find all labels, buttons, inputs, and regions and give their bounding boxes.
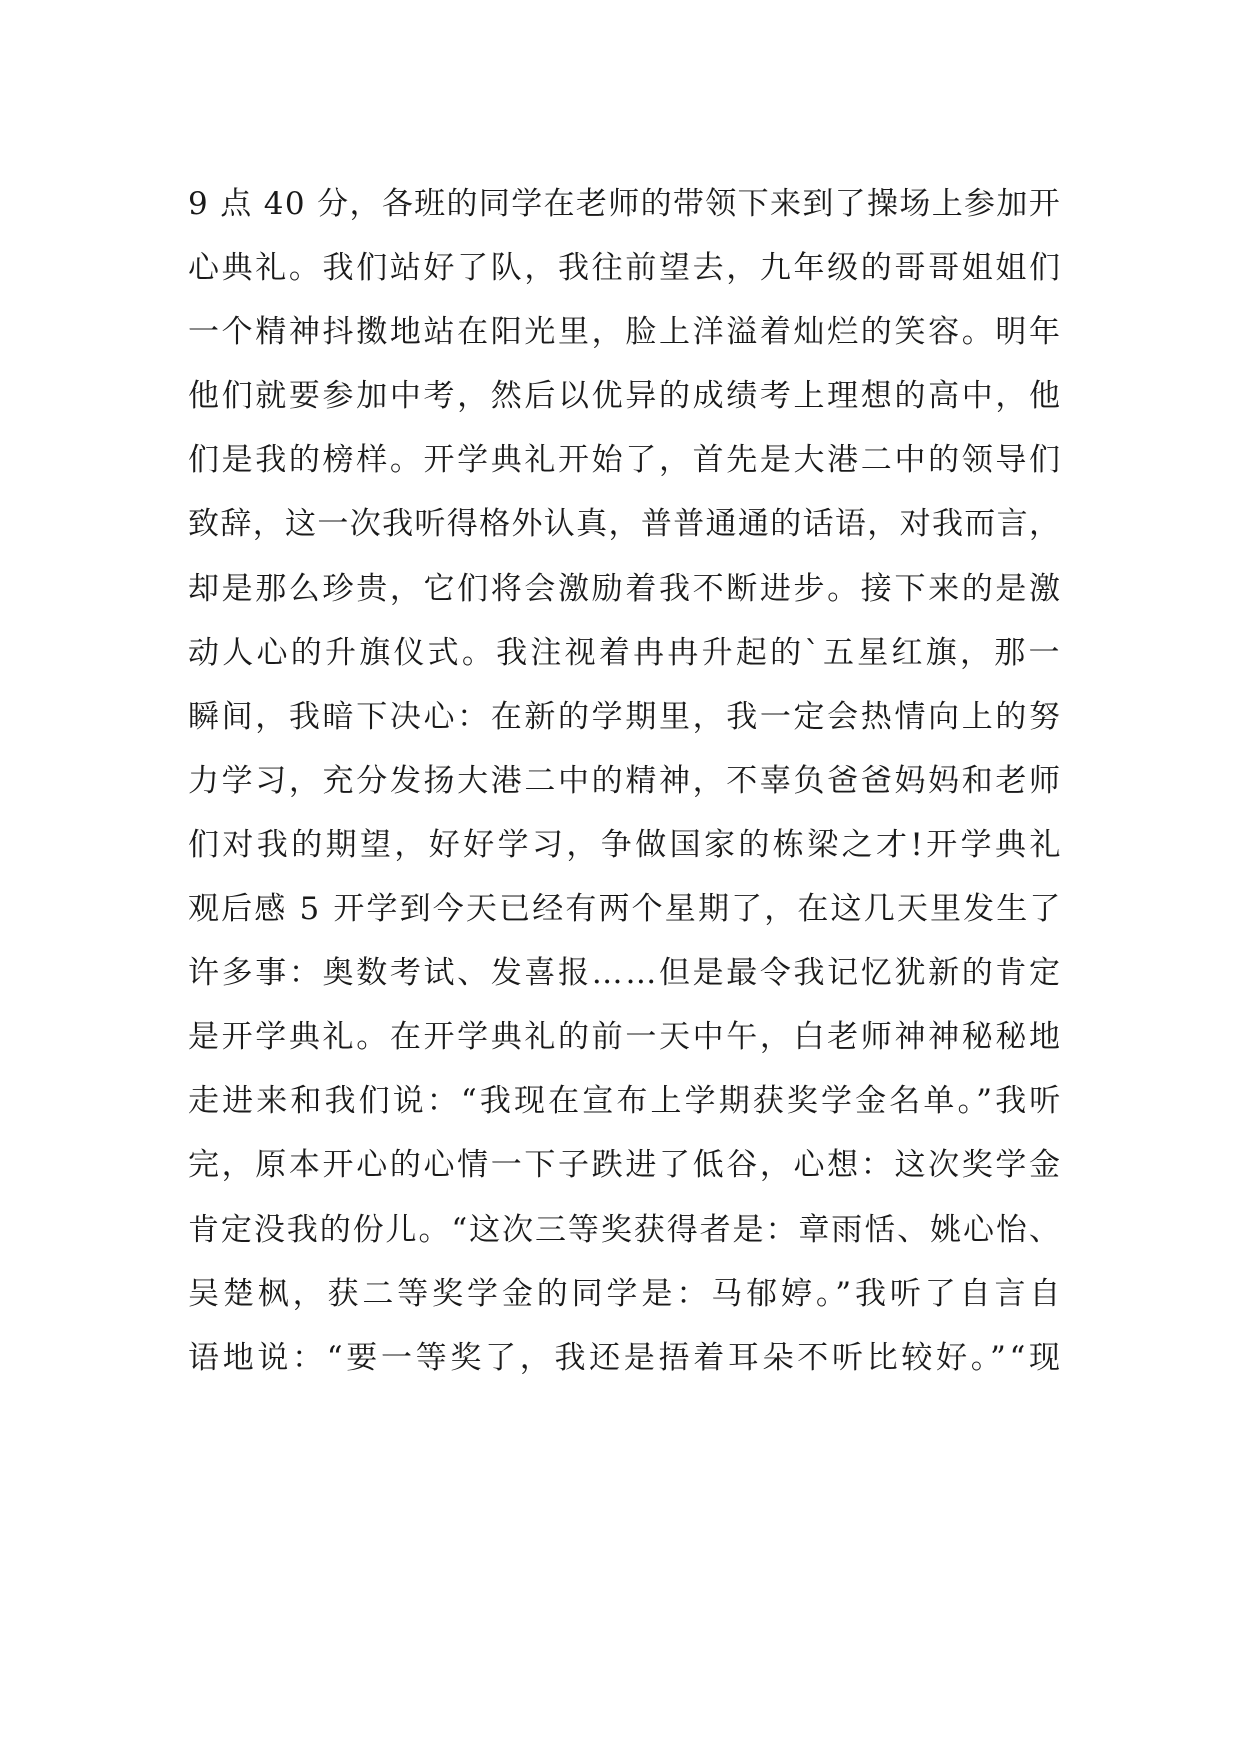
text-line-10: 力学习，充分发扬大港二中的精神，不辜负爸爸妈妈和老师	[188, 762, 1063, 799]
text-line-14: 是开学典礼。在开学典礼的前一天中午，白老师神神秘秘地	[188, 1019, 1063, 1056]
text-line-1: 9 点 40 分，各班的同学在老师的带领下来到了操场上参加开	[188, 186, 1062, 222]
text-line-3: 一个精神抖擞地站在阳光里，脸上洋溢着灿烂的笑容。明年	[188, 314, 1063, 351]
text-line-16: 完，原本开心的心情一下子跌进了低谷，心想：这次奖学金	[188, 1147, 1063, 1184]
text-line-5: 们是我的榜样。开学典礼开始了，首先是大港二中的领导们	[188, 442, 1063, 479]
text-line-17: 肯定没我的份儿。“这次三等奖获得者是：章雨恬、姚心怡、	[188, 1211, 1062, 1248]
text-line-11: 们对我的期望，好好学习，争做国家的栋梁之才!开学典礼	[188, 826, 1064, 863]
text-line-2: 心典礼。我们站好了队，我往前望去，九年级的哥哥姐姐们	[188, 250, 1063, 287]
text-line-4: 他们就要参加中考，然后以优异的成绩考上理想的高中，他	[188, 378, 1063, 415]
text-line-13: 许多事：奥数考试、发喜报……但是最令我记忆犹新的肯定	[188, 955, 1063, 992]
text-line-15: 走进来和我们说：“我现在宣布上学期获奖学金名单。”我听	[188, 1083, 1064, 1120]
text-line-8: 动人心的升旗仪式。我注视着冉冉升起的`五星红旗，那一	[188, 634, 1063, 671]
text-line-19: 语地说：“要一等奖了，我还是捂着耳朵不听比较好。”“现	[188, 1339, 1064, 1376]
body-text	[188, 172, 1065, 1390]
text-line-12: 观后感 5 开学到今天已经有两个星期了，在这几天里发生了	[188, 891, 1063, 928]
text-line-18: 吴楚枫，获二等奖学金的同学是：马郁婷。”我听了自言自	[188, 1275, 1065, 1312]
text-line-6: 致辞，这一次我听得格外认真，普普通通的话语，对我而言，	[188, 506, 1062, 543]
text-line-9: 瞬间，我暗下决心：在新的学期里，我一定会热情向上的努	[188, 698, 1063, 735]
text-line-7: 却是那么珍贵，它们将会激励着我不断进步。接下来的是激	[188, 570, 1063, 607]
